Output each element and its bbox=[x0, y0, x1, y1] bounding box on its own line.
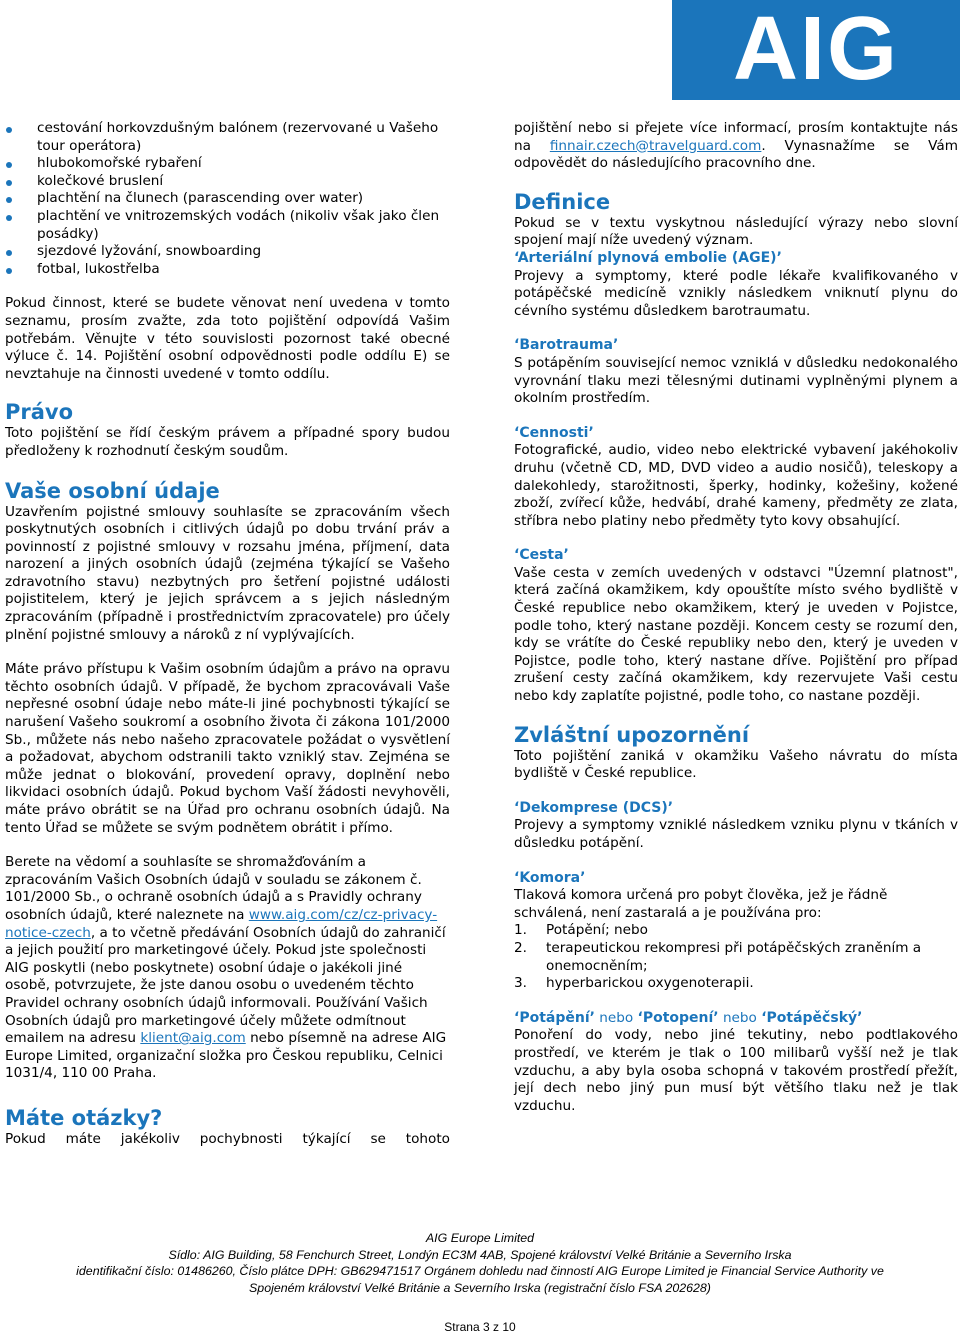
potapecsky-term: ‘Potápěčský’ bbox=[761, 1009, 863, 1026]
potapeni-nebo: nebo bbox=[718, 1009, 762, 1026]
logo-text: AIG bbox=[732, 0, 899, 99]
cesta-term: ‘Cesta’ bbox=[514, 547, 569, 564]
left-column bbox=[5, 120, 450, 1149]
dcs-text: Projevy a symptomy vzniklé následkem vzniku plynu v tkáních v důsledku potápění. bbox=[514, 817, 958, 851]
list-number: 1. bbox=[514, 922, 527, 939]
udaje-text-b: , a to včetně předávání Osobních údajů do zahraničí a jejich použití pro marketingové účely. Pokud jste společnosti AIG poskytli (nebo poskytnete) osobní údaje o jakékoli jiné osobě, potvrzujete, že jste danou osobu o uvedeném těchto Pravidel ochrany osobních údajů informovali. Používání Vašich Osobních údajů pro marketingové účely můžete odmítnout emailem na adresu bbox=[5, 924, 446, 1047]
cesta-text: Vaše cesta v zemích uvedených v odstavci "Územní platnost", která začíná okamžikem, kdy opouštíte místo svého bydliště v České republice nebo okamžikem, který je uveden v Pojistce, podle toho, který nastane později. Koncem cesty se rozumí den, kdy se vrátíte do České republiky nebo den, který je uveden v Pojistce, podle toho, který nastane dříve. Pojištění pro případ zrušení cesty začíná okamžikem, kdy rezervujete Vaši cestu nebo kdy zaplatíte pojistné, podle toho, co nastane později. bbox=[514, 564, 958, 705]
activity-list bbox=[5, 120, 450, 278]
otazky-text: Pokud máte jakékoliv pochybnosti týkající se tohoto bbox=[5, 1130, 450, 1147]
barotrauma-term: ‘Barotrauma’ bbox=[514, 337, 619, 354]
footer-registration: identifikační číslo: 01486260, Číslo plátce DPH: GB629471517 Orgánem dohledu nad činností AIG Europe Limited je Financial Service Authority ve bbox=[76, 1264, 884, 1279]
udaje-paragraph-2: Máte právo přístupu k Vašim osobním údajům a právo na opravu těchto osobních údajů. V případě, že bychom zpracovávali Vaše nepřesné osobní údaje nebo máte-li jiné pochybnosti týkající se narušení Vašeho soukromí a osobního života či zákona 101/2000 Sb., můžete nás nebo našeho zpracovatele požádat o vysvětlení a požadovat, abychom odstranili takto vzniklý stav. Zejména se může jednat o blokování, provedení opravy, doplnění nebo likvidaci osobních údajů. Pokud bychom Vaší žádosti nevyhověli, máte právo obrátit se na Úřad pro ochranu osobních údajů. Na tento Úřad se můžete se svým podnětem obrátit i přímo. bbox=[5, 661, 450, 836]
list-item: fotbal, lukostřelba bbox=[5, 261, 450, 279]
cennosti-text: Fotografické, audio, video nebo elektrické vybavení jakéhokoliv druhu (včetně CD, MD, DVD video a audio nosičů), teleskopy a dalekohledy, starožitnosti, šperky, hodinky, kožešiny, kožené zboží, zvířecí kůže, hedvábí, drahé kameny, předměty ze zlata, stříbra nebo platiny nebo předměty tyto kovy obsahující. bbox=[514, 442, 958, 529]
potapeni-text: Ponoření do vody, nebo jiné tekutiny, nebo podtlakového prostředí, ve kterém je tlak o 100 milibarů vyšší než je tlak vzduchu, a aby byla osoba schopná v takovém prostředí přežít, její dech nebo jiný pun musí být většího tlaku než je tlak vzduchu. bbox=[514, 1027, 958, 1114]
definice-text: Pokud se v textu vyskytnou následující výrazy nebo slovní spojení mají níže uvedený význam. bbox=[514, 214, 958, 249]
footer-address: Sídlo: AIG Building, 58 Fenchurch Street, Londýn EC3M 4AB, Spojené království Velké Británie a Severního Irska bbox=[168, 1247, 792, 1262]
contact-text bbox=[514, 120, 958, 173]
potapeni-term: ‘Potápění’ bbox=[514, 1009, 595, 1026]
list-text: hyperbarickou oxygenoterapii. bbox=[546, 975, 754, 992]
footer-company: AIG Europe Limited bbox=[425, 1231, 535, 1245]
zvlastni-text: Toto pojištění zaniká v okamžiku Vašeho návratu do místa bydliště v České republice. bbox=[514, 747, 958, 782]
age-term: ‘Arteriální plynová embolie (AGE)’ bbox=[514, 249, 782, 266]
zvlastni-heading: Zvláštní upozornění bbox=[514, 722, 750, 747]
list-item: sjezdové lyžování, snowboarding bbox=[5, 243, 450, 261]
activity-note: Pokud činnost, které se budete věnovat není uvedena v tomto seznamu, prosím zvažte, zda toto pojištění odpovídá Vašim potřebám. Věnujte v této souvislosti pozornost také obecné výluce č. 14. Pojištění osobní odpovědnosti podle oddílu E) se nevztahuje na činnosti uvedené v tomto oddílu. bbox=[5, 295, 450, 382]
age-text: Projevy a symptomy, které podle lékaře kvalifikovaného v potápěčské medicíně vznikly následkem vniknutí plynu do cévního systému důsledkem barotraumatu. bbox=[514, 267, 958, 319]
list-item: kolečkové bruslení bbox=[5, 173, 450, 191]
right-column bbox=[514, 120, 958, 1115]
list-item bbox=[514, 940, 958, 975]
list-text: terapeutickou rekompresi při potápěčských zraněním a onemocněním; bbox=[546, 939, 922, 974]
email-link[interactable]: klient@aig.com bbox=[140, 1030, 246, 1047]
list-item bbox=[514, 922, 958, 940]
pravo-heading: Právo bbox=[5, 400, 74, 425]
list-item: plachtění na člunech (parascending over water) bbox=[5, 190, 450, 208]
list-item: plachtění ve vnitrozemských vodách (nikoliv však jako člen posádky) bbox=[5, 208, 450, 243]
list-number: 2. bbox=[514, 939, 527, 956]
udaje-text-a: Berete na vědomí a souhlasíte se shromažďováním a zpracováním Vašich Osobních údajů v souladu se zákonem č. 101/2000 Sb., o ochraně osobních údajů a s Pravidly ochrany osobních údajů, které naleznete na bbox=[5, 854, 422, 923]
pravo-text: Toto pojištění se řídí českým právem a případné spory budou předloženy k rozhodnutí českým soudům. bbox=[5, 425, 450, 459]
list-item bbox=[514, 975, 958, 993]
komora-text: Tlaková komora určená pro pobyt člověka, jež je řádně schválená, není zastaralá a je používána pro: bbox=[514, 887, 888, 921]
list-number: 3. bbox=[514, 975, 527, 992]
contact-text-b: . Vynasnažíme se Vám odpovědět do následujícího pracovního dne. bbox=[514, 137, 958, 172]
list-text: Potápění; nebo bbox=[546, 922, 648, 939]
potopeni-term: ‘Potopení’ bbox=[637, 1009, 719, 1026]
barotrauma-text: S potápěním související nemoc vzniklá v důsledku nedokonalého vyrovnání tlaku mezi tělesnými dutinami vyplněnými plynem a okolním prostředím. bbox=[514, 354, 958, 407]
otazky-heading: Máte otázky? bbox=[5, 1105, 163, 1130]
contact-text-a: pojištění nebo si přejete více informací, prosím kontaktujte nás na bbox=[514, 120, 958, 154]
potapeni-nebo: nebo bbox=[594, 1009, 638, 1026]
list-item: hlubokomořské rybaření bbox=[5, 155, 450, 173]
list-item: cestování horkovzdušným balónem (rezervované u Vašeho tour operátora) bbox=[5, 120, 450, 155]
definice-heading: Definice bbox=[514, 189, 611, 214]
udaje-text-c: nebo písemně na adrese AIG Europe Limited, organizační složka pro Českou republiku, Celnici 1031/4, 110 00 Praha. bbox=[5, 1030, 447, 1082]
potapeni-terms bbox=[514, 1010, 958, 1028]
udaje-paragraph-1: Uzavřením pojistné smlouvy souhlasíte se zpracováním všech poskytnutých osobních i citlivých údajů po dobu trvání práv a povinností z pojistné smlouvy v rozsahu jména, příjmení, data narození a jiných osobních údajů (zejména týkající se Vašeho zdravotního stavu) nezbytných pro šetření pojistné události pojistitelem, který je jejich správcem a s jejich následným zpracováním (případně i prostřednictvím zpracovatele) pro účely plnění pojistné smlouvy a nároků z ní vyplývajících. bbox=[5, 503, 450, 643]
udaje-heading: Vaše osobní údaje bbox=[5, 478, 220, 503]
contact-email-link[interactable]: finnair.czech@travelguard.com bbox=[549, 137, 762, 154]
footer bbox=[0, 1230, 960, 1296]
udaje-paragraph-3 bbox=[5, 854, 450, 1083]
komora-term: ‘Komora’ bbox=[514, 869, 586, 886]
footer-regulator: Spojeném království Velké Británie a Severního Irska (registrační číslo FSA 202628) bbox=[249, 1280, 711, 1295]
aig-logo bbox=[672, 0, 960, 100]
dcs-term: ‘Dekomprese (DCS)’ bbox=[514, 799, 674, 816]
page-number: Strana 3 z 10 bbox=[444, 1320, 516, 1334]
privacy-link[interactable]: www.aig.com/cz/cz-privacy-notice-czech bbox=[5, 906, 438, 941]
cennosti-term: ‘Cennosti’ bbox=[514, 424, 594, 441]
komora-list bbox=[514, 922, 958, 992]
